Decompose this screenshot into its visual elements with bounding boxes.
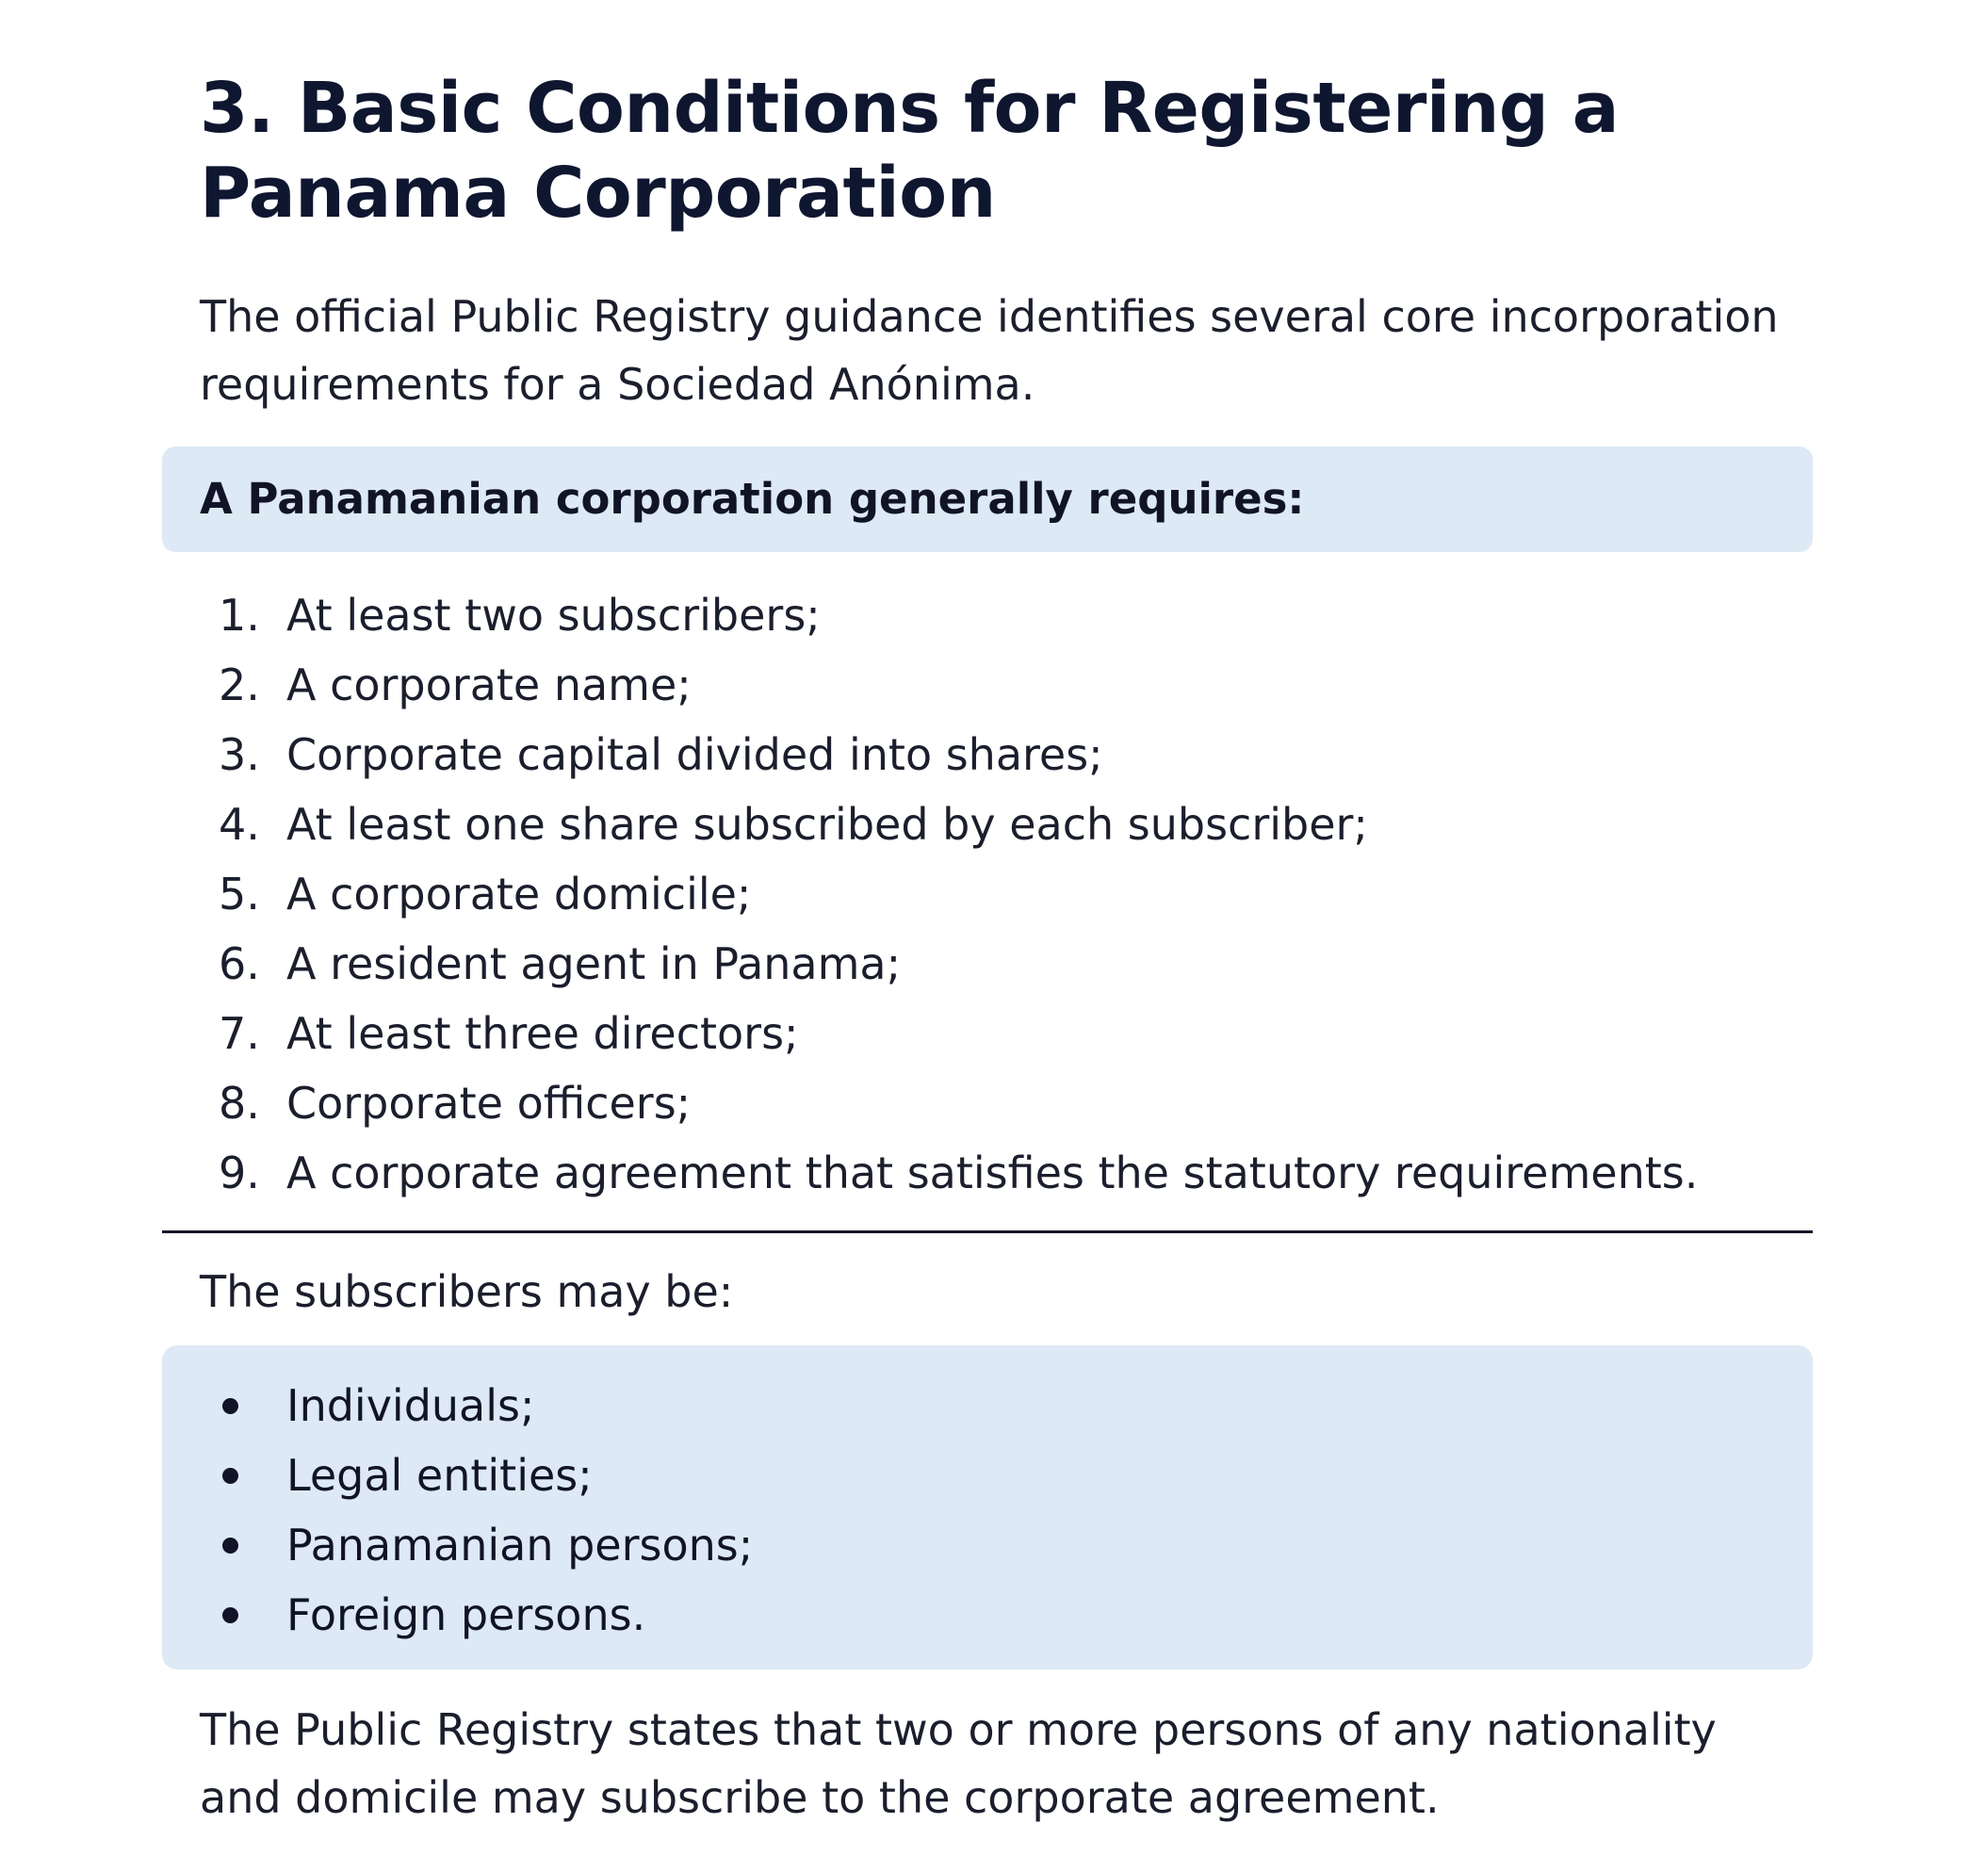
list-item (200, 930, 1801, 1000)
list-item-text: A corporate name; (286, 659, 692, 710)
list-item (200, 721, 1801, 790)
bullet-icon (222, 1398, 238, 1414)
section-title: 3. Basic Conditions for Registering a Panama Corporation (200, 68, 1620, 234)
subscribers-callout (162, 1345, 1813, 1669)
list-item-text: Panamanian persons; (286, 1520, 754, 1571)
bullet-icon (222, 1538, 238, 1554)
list-item-number: 8. (219, 1078, 260, 1129)
list-item (200, 1069, 1801, 1139)
list-item-number: 9. (219, 1148, 260, 1198)
list-item-number: 2. (219, 659, 260, 710)
list-item-text: A resident agent in Panama; (286, 938, 902, 989)
list-item-text: At least two subscribers; (286, 590, 821, 641)
list-item-text: A corporate domicile; (286, 869, 752, 920)
subscribers-intro: The subscribers may be: (200, 1266, 734, 1317)
list-item-text: At least one share subscribed by each subscriber; (286, 799, 1368, 850)
bullet-icon (222, 1468, 238, 1484)
intro-paragraph: The official Public Registry guidance identifies several core incorporation requirements for a Sociedad Anónima. (200, 291, 1779, 410)
list-item-text: Corporate capital divided into shares; (286, 729, 1103, 780)
bullet-icon (222, 1607, 238, 1623)
list-item (200, 860, 1801, 930)
list-item (200, 1000, 1801, 1069)
requirements-list (200, 581, 1801, 1209)
list-item-number: 7. (219, 1008, 260, 1059)
list-item-number: 4. (219, 799, 260, 850)
list-item-text: Legal entities; (286, 1450, 593, 1501)
list-item (200, 1139, 1801, 1209)
list-item-text: Corporate officers; (286, 1078, 692, 1129)
list-item-number: 1. (219, 590, 260, 641)
list-item-number: 3. (219, 729, 260, 780)
list-item (200, 790, 1801, 860)
list-item-number: 6. (219, 938, 260, 989)
list-item (200, 581, 1801, 651)
list-item-number: 5. (219, 869, 260, 920)
list-item-text: Individuals; (286, 1380, 535, 1431)
list-item-text: A corporate agreement that satisfies the statutory requirements. (286, 1148, 1699, 1198)
section-divider (162, 1230, 1813, 1233)
requirements-heading: A Panamanian corporation generally requires: (200, 474, 1305, 524)
requirements-callout (162, 447, 1813, 552)
list-item (200, 651, 1801, 721)
list-item-text: At least three directors; (286, 1008, 799, 1059)
list-item-text: Foreign persons. (286, 1589, 646, 1640)
closing-paragraph: The Public Registry states that two or more persons of any nationality and domicile may subscribe to the corporate agreement. (200, 1704, 1717, 1823)
